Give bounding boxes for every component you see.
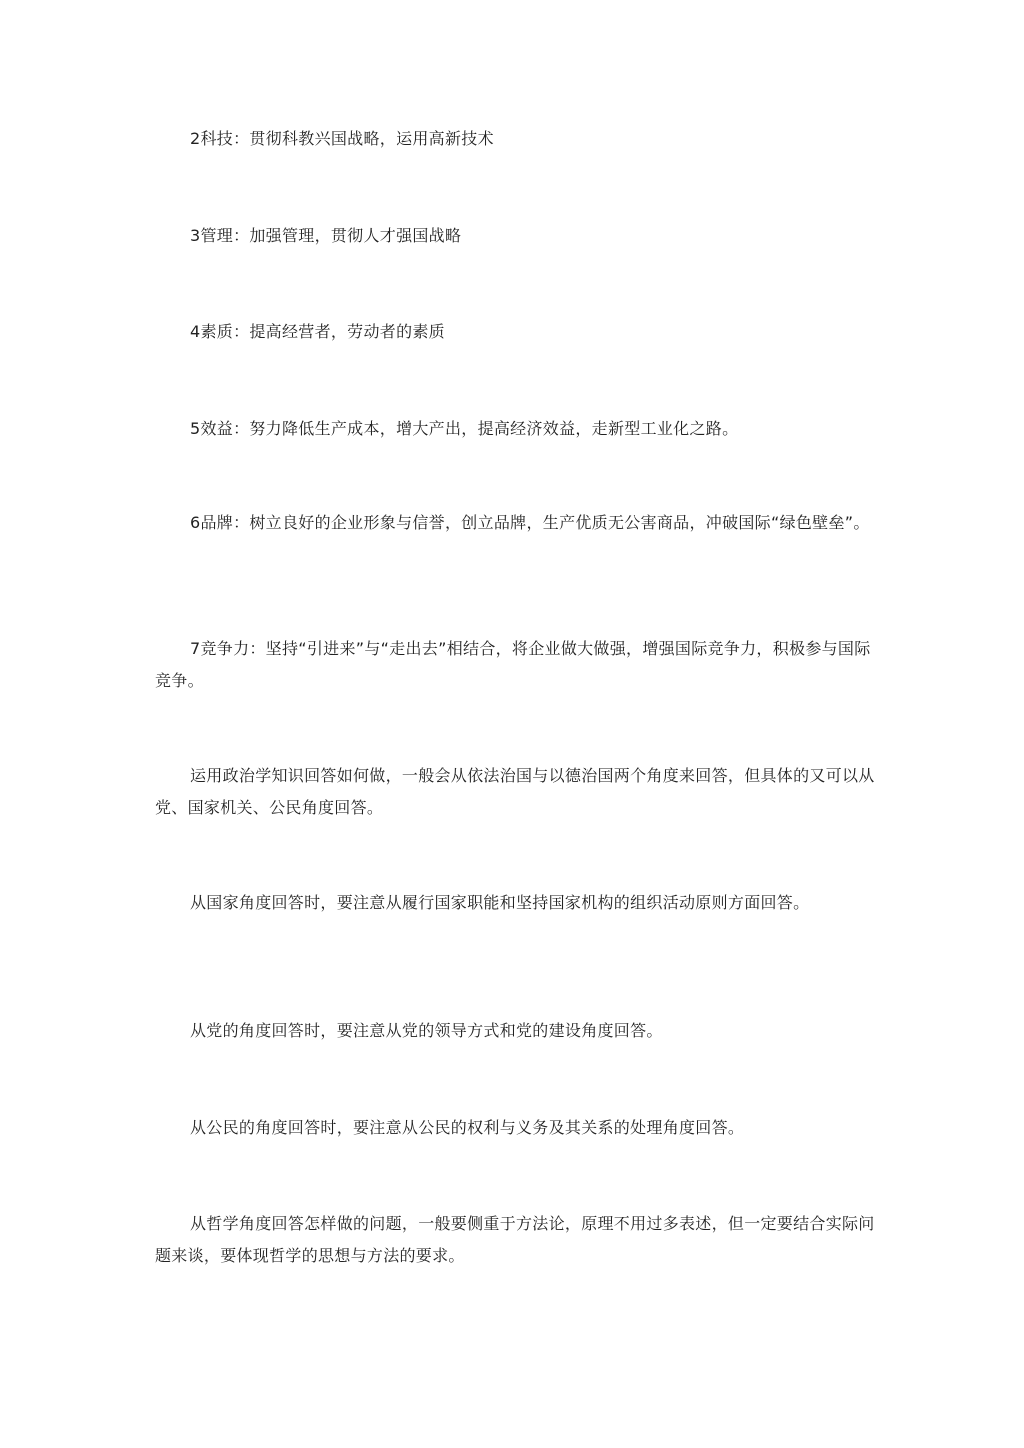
paragraph-party: 从党的角度回答时，要注意从党的领导方式和党的建设角度回答。 bbox=[190, 1021, 663, 1040]
paragraph-efficiency: 5效益：努力降低生产成本，增大产出，提高经济效益，走新型工业化之路。 bbox=[190, 419, 739, 438]
paragraph-management: 3管理：加强管理，贯彻人才强国战略 bbox=[190, 226, 462, 245]
paragraph-state: 从国家角度回答时，要注意从履行国家职能和坚持国家机构的组织活动原则方面回答。 bbox=[190, 893, 810, 912]
paragraph-politics: 运用政治学知识回答如何做，一般会从依法治国与以德治国两个角度来回答，但具体的又可以从党、国家机关、公民角度回答。 bbox=[155, 766, 875, 817]
paragraph-tech: 2科技：贯彻科教兴国战略，运用高新技术 bbox=[190, 129, 494, 148]
paragraph-philosophy: 从哲学角度回答怎样做的问题，一般要侧重于方法论，原理不用过多表述，但一定要结合实际问题来谈，要体现哲学的思想与方法的要求。 bbox=[155, 1214, 875, 1265]
paragraph-competitiveness: 7竞争力：坚持“引进来”与“走出去”相结合，将企业做大做强，增强国际竞争力，积极参与国际竞争。 bbox=[155, 639, 871, 690]
paragraph-quality: 4素质：提高经营者，劳动者的素质 bbox=[190, 322, 445, 341]
paragraph-brand: 6品牌：树立良好的企业形象与信誉，创立品牌，生产优质无公害商品，冲破国际“绿色壁垒”。 bbox=[190, 513, 870, 532]
paragraph-citizen: 从公民的角度回答时，要注意从公民的权利与义务及其关系的处理角度回答。 bbox=[190, 1118, 745, 1137]
